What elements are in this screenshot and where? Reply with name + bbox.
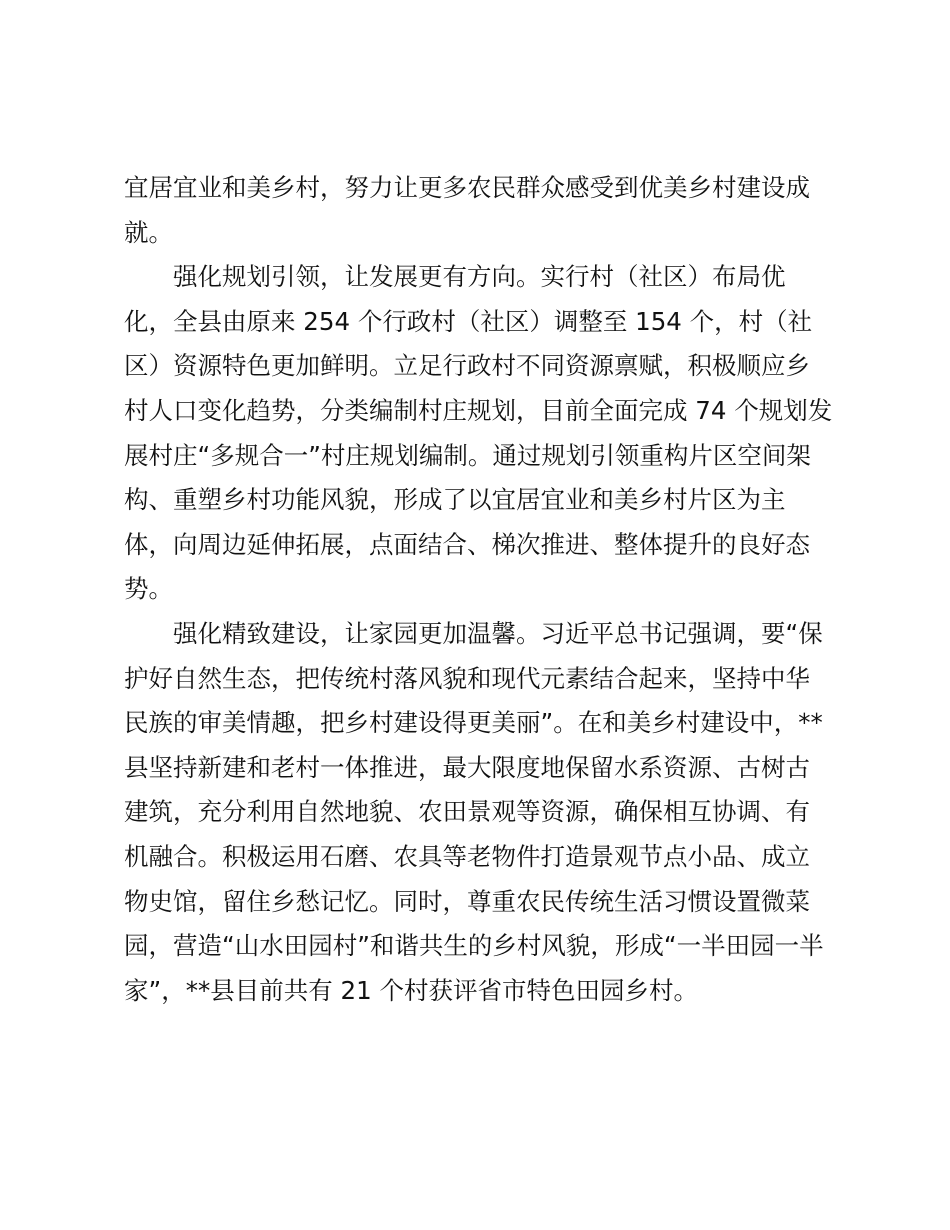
document-body [124, 166, 836, 1013]
text-line: 村人口变化趋势，分类编制村庄规划，目前全面完成 74 个规划发 [124, 395, 833, 425]
text-line: 园，营造“山水田园村”和谐共生的乡村风貌，形成“一半田园一半 [124, 931, 824, 961]
paragraph-planning [124, 255, 836, 612]
text-line: 县坚持新建和老村一体推进，最大限度地保留水系资源、古树古 [124, 752, 810, 782]
text-line: 势。 [124, 574, 173, 604]
paragraph-construction [124, 612, 836, 1013]
text-line: 机融合。积极运用石磨、农具等老物件打造景观节点小品、成立 [124, 841, 810, 871]
text-line: 就。 [124, 217, 173, 247]
paragraph-continuation [124, 166, 836, 255]
text-line: 展村庄“多规合一”村庄规划编制。通过规划引领重构片区空间架 [124, 440, 811, 470]
text-line: 区）资源特色更加鲜明。立足行政村不同资源禀赋，积极顺应乡 [124, 351, 810, 381]
text-line: 物史馆，留住乡愁记忆。同时，尊重农民传统生活习惯设置微菜 [124, 886, 810, 916]
text-line: 家”，**县目前共有 21 个村获评省市特色田园乡村。 [124, 975, 698, 1005]
text-line: 构、重塑乡村功能风貌，形成了以宜居宜业和美乡村片区为主 [124, 485, 786, 515]
text-line: 民族的审美情趣，把乡村建设得更美丽”。在和美乡村建设中，** [124, 708, 823, 738]
text-line: 建筑，充分利用自然地貌、农田景观等资源，确保相互协调、有 [124, 797, 810, 827]
text-line: 化，全县由原来 254 个行政村（社区）调整至 154 个，村（社 [124, 306, 813, 336]
text-line: 强化精致建设，让家园更加温馨。习近平总书记强调，要“保 [173, 618, 823, 648]
text-line: 体，向周边延伸拓展，点面结合、梯次推进、整体提升的良好态 [124, 529, 810, 559]
text-line: 护好自然生态，把传统村落风貌和现代元素结合起来，坚持中华 [124, 663, 810, 693]
text-line: 强化规划引领，让发展更有方向。实行村（社区）布局优 [173, 262, 786, 292]
text-line: 宜居宜业和美乡村，努力让更多农民群众感受到优美乡村建设成 [124, 173, 810, 202]
